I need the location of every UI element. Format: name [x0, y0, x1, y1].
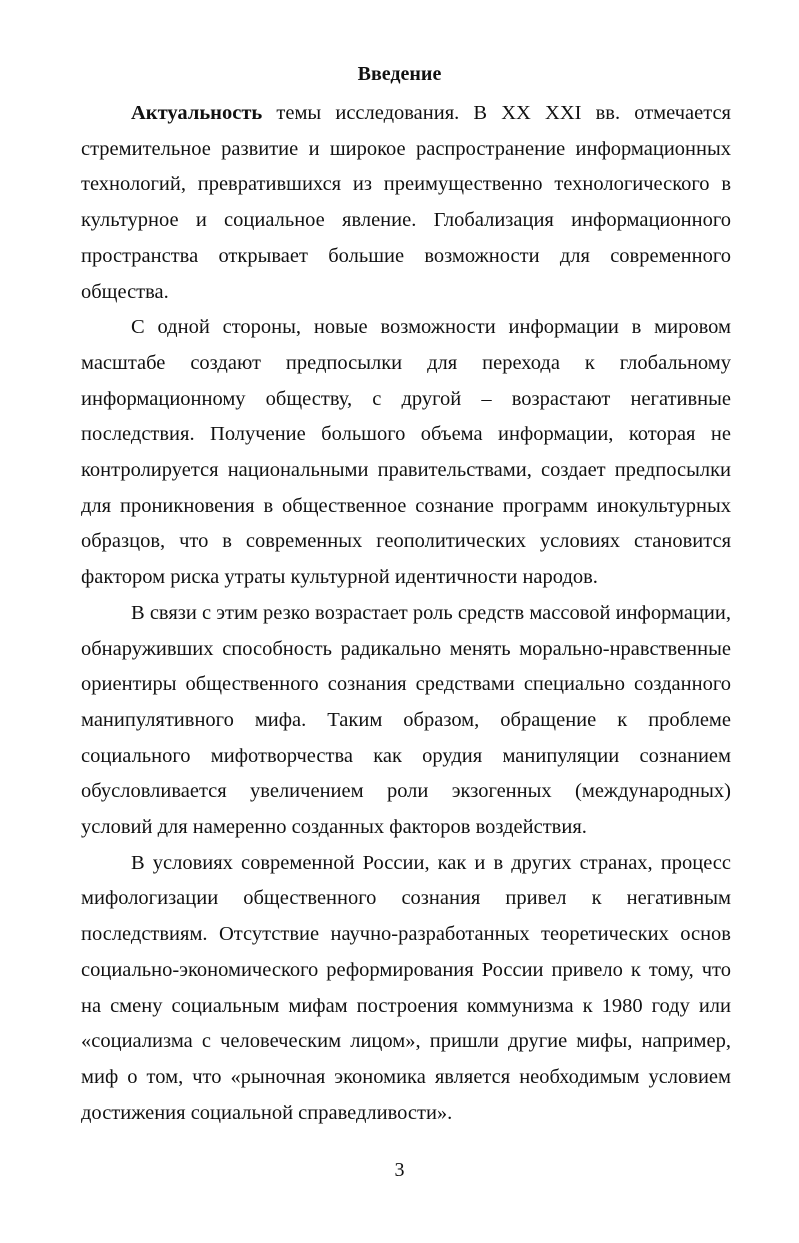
- paragraph-text: С одной стороны, новые возможности информации в мировом масштабе создают предпосылки для перехода к глобальному информационному обществу, с другой – возрастают негативные последствия. Получение большого объема информации, которая не контролируется национальными правительствами, создает предпосылки для проникновения в общественное сознание программ инокультурных образцов, что в современных геополитических условиях становится фактором риска утраты культурной идентичности народов.: [81, 316, 731, 589]
- paragraph-text: темы исследования. В XX XXI вв. отмечается стремительное развитие и широкое распространение информационных технологий, превратившихся из преимущественно технологического в культурное и социальное явление. Глобализация информационного пространства открывает большие возможности для современного общества.: [81, 102, 731, 303]
- paragraph-text: В условиях современной России, как и в других странах, процесс мифологизации общественного сознания привел к негативным последствиям. Отсутствие научно-разработанных теоретических основ социально-экономического реформирования России привело к тому, что на смену социальным мифам построения коммунизма к 1980 году или «социализма с человеческим лицом», пришли другие мифы, например, миф о том, что «рыночная экономика является необходимым условием достижения социальной справедливости».: [81, 851, 731, 1124]
- page-number: 3: [394, 1159, 405, 1181]
- paragraph-3: [81, 596, 731, 846]
- paragraph-1: [81, 96, 731, 310]
- paragraph-2: [81, 310, 731, 596]
- page-title: Введение: [357, 63, 442, 85]
- paragraph-4: [81, 846, 731, 1132]
- paragraph-text: В связи с этим резко возрастает роль средств массовой информации, обнаруживших способность радикально менять морально-нравственные ориентиры общественного сознания средствами специально созданного манипулятивного мифа. Таким образом, обращение к проблеме социального мифотворчества как орудия манипуляции сознанием обусловливается увеличением роли экзогенных (международных) условий для намеренно созданных факторов воздействия.: [81, 601, 731, 839]
- paragraph-lead: Актуальность: [131, 102, 263, 124]
- body-text: [81, 96, 731, 1131]
